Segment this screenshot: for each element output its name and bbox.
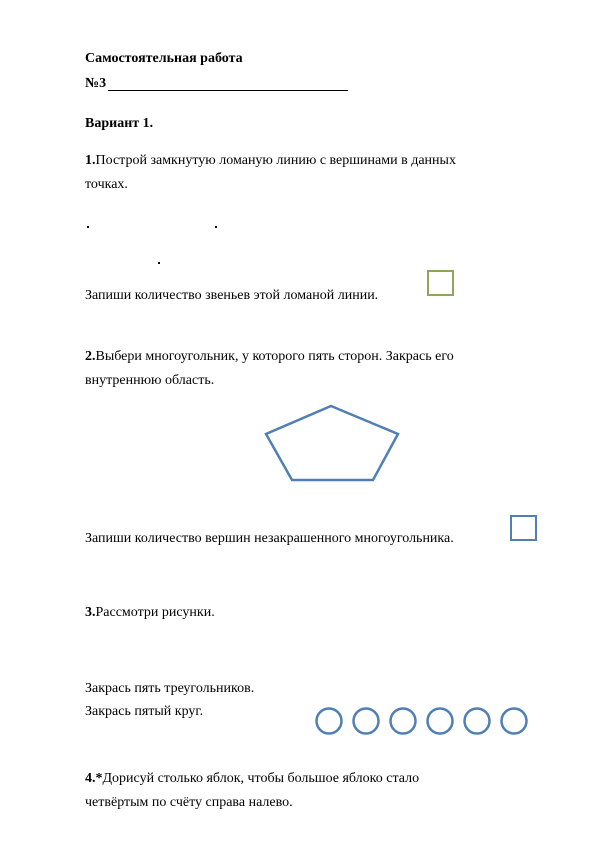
circle-shape[interactable] [428,709,453,734]
task2-text: Выбери многоугольник, у которого пять сторон. Закрась его [95,349,454,364]
task1-text: Построй замкнутую ломаную линию с вершинами в данных [95,153,456,168]
task1-prompt: Запиши количество звеньев этой ломаной линии. [85,288,379,303]
circle-shape[interactable] [391,709,416,734]
worksheet-title: Самостоятельная работа [85,51,243,66]
circle-shape[interactable] [354,709,379,734]
circle-shape[interactable] [502,709,527,734]
task1-number: 1. [85,153,96,168]
variant-label: Вариант 1. [85,116,154,131]
task4-line2: четвёртым по счёту справа налево. [85,795,293,810]
task4-line1 [85,767,419,791]
task4-number: 4.* [85,771,103,786]
task2-prompt: Запиши количество вершин незакрашенного многоугольника. [85,531,454,546]
task2-line2: внутреннюю область. [85,373,215,388]
task2-number: 2. [85,349,96,364]
task3-text: Рассмотри рисунки. [95,605,215,620]
task3-line2: Закрась пять треугольников. [85,681,255,696]
task4-text: Дорисуй столько яблок, чтобы большое яблоко стало [102,771,420,786]
task3-line3: Закрась пятый круг. [85,704,204,719]
circle-shape[interactable] [465,709,490,734]
task3-number: 3. [85,605,96,620]
worksheet-number: №3 [85,76,107,91]
circle-shape[interactable] [317,709,342,734]
task1-line2: точках. [85,177,128,192]
